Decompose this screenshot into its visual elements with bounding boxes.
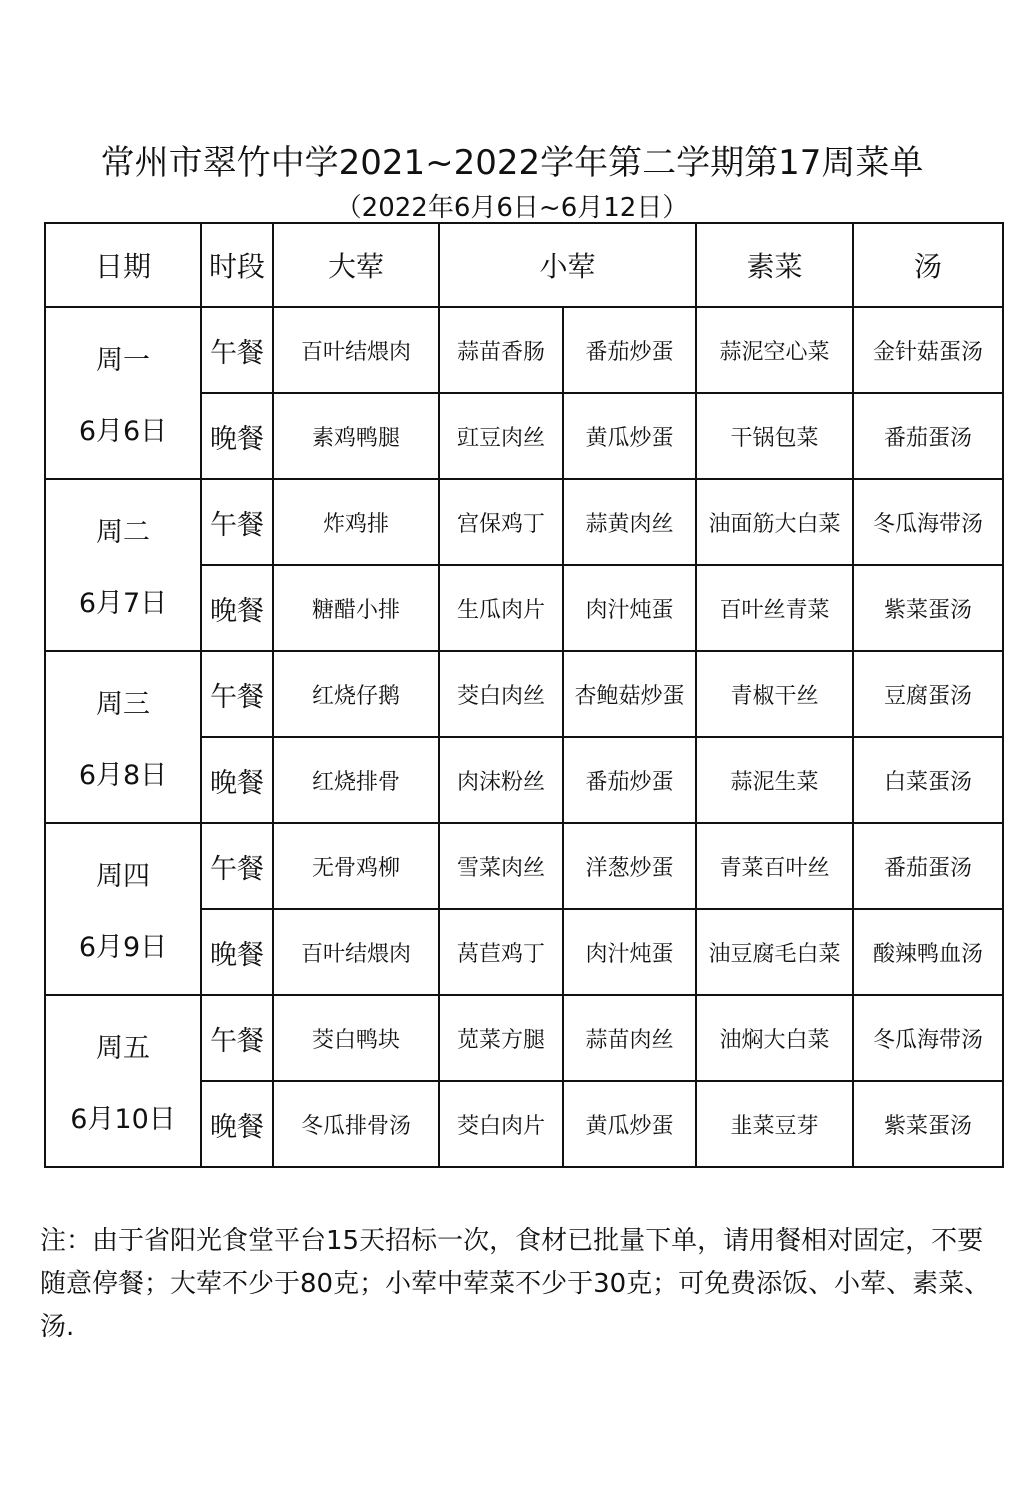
big-meat-dish: 冬瓜排骨汤	[273, 1081, 439, 1167]
small-meat-dish-2: 黄瓜炒蛋	[563, 1081, 696, 1167]
soup-dish: 金针菇蛋汤	[853, 307, 1003, 393]
small-meat-dish-1: 茭白肉丝	[439, 651, 563, 737]
soup-dish: 酸辣鸭血汤	[853, 909, 1003, 995]
vegetable-dish: 蒜泥空心菜	[696, 307, 853, 393]
meal-period: 午餐	[201, 479, 273, 565]
day-cell	[45, 479, 201, 651]
vegetable-dish: 百叶丝青菜	[696, 565, 853, 651]
big-meat-dish: 红烧排骨	[273, 737, 439, 823]
soup-dish: 番茄蛋汤	[853, 823, 1003, 909]
date: 6月10日	[70, 1104, 176, 1135]
weekday: 周三	[96, 689, 150, 720]
header-vegetable: 素菜	[696, 223, 853, 307]
meal-period: 晚餐	[201, 909, 273, 995]
small-meat-dish-1: 肉沫粉丝	[439, 737, 563, 823]
soup-dish: 番茄蛋汤	[853, 393, 1003, 479]
small-meat-dish-2: 蒜苗肉丝	[563, 995, 696, 1081]
date: 6月7日	[78, 588, 168, 619]
big-meat-dish: 百叶结煨肉	[273, 909, 439, 995]
small-meat-dish-2: 肉汁炖蛋	[563, 909, 696, 995]
table-row	[45, 995, 1003, 1081]
soup-dish: 冬瓜海带汤	[853, 995, 1003, 1081]
header-soup: 汤	[853, 223, 1003, 307]
big-meat-dish: 百叶结煨肉	[273, 307, 439, 393]
day-cell	[45, 823, 201, 995]
small-meat-dish-2: 杏鲍菇炒蛋	[563, 651, 696, 737]
weekday: 周二	[96, 517, 150, 548]
big-meat-dish: 无骨鸡柳	[273, 823, 439, 909]
header-period: 时段	[201, 223, 273, 307]
menu-table	[44, 222, 1004, 1168]
vegetable-dish: 油豆腐毛白菜	[696, 909, 853, 995]
meal-period: 午餐	[201, 651, 273, 737]
date: 6月8日	[78, 760, 168, 791]
small-meat-dish-1: 雪菜肉丝	[439, 823, 563, 909]
small-meat-dish-2: 蒜黄肉丝	[563, 479, 696, 565]
date-range: （2022年6月6日~6月12日）	[335, 193, 689, 223]
vegetable-dish: 干锅包菜	[696, 393, 853, 479]
small-meat-dish-2: 番茄炒蛋	[563, 307, 696, 393]
day-cell	[45, 651, 201, 823]
meal-period: 午餐	[201, 307, 273, 393]
header-small-meat: 小荤	[439, 223, 696, 307]
small-meat-dish-1: 茭白肉片	[439, 1081, 563, 1167]
weekday: 周一	[96, 345, 150, 376]
big-meat-dish: 红烧仔鹅	[273, 651, 439, 737]
table-row	[45, 479, 1003, 565]
soup-dish: 冬瓜海带汤	[853, 479, 1003, 565]
menu-title: 常州市翠竹中学2021~2022学年第二学期第17周菜单	[100, 143, 924, 183]
small-meat-dish-2: 番茄炒蛋	[563, 737, 696, 823]
small-meat-dish-2: 洋葱炒蛋	[563, 823, 696, 909]
meal-period: 晚餐	[201, 393, 273, 479]
small-meat-dish-1: 豇豆肉丝	[439, 393, 563, 479]
soup-dish: 紫菜蛋汤	[853, 565, 1003, 651]
date: 6月6日	[78, 416, 168, 447]
small-meat-dish-2: 黄瓜炒蛋	[563, 393, 696, 479]
date: 6月9日	[78, 932, 168, 963]
header-date: 日期	[45, 223, 201, 307]
vegetable-dish: 青菜百叶丝	[696, 823, 853, 909]
vegetable-dish: 韭菜豆芽	[696, 1081, 853, 1167]
small-meat-dish-2: 肉汁炖蛋	[563, 565, 696, 651]
big-meat-dish: 炸鸡排	[273, 479, 439, 565]
big-meat-dish: 糖醋小排	[273, 565, 439, 651]
day-cell	[45, 307, 201, 479]
big-meat-dish: 茭白鸭块	[273, 995, 439, 1081]
table-row	[45, 307, 1003, 393]
small-meat-dish-1: 苋菜方腿	[439, 995, 563, 1081]
vegetable-dish: 青椒干丝	[696, 651, 853, 737]
table-row	[45, 651, 1003, 737]
note: 注：由于省阳光食堂平台15天招标一次，食材已批量下单，请用餐相对固定，不要随意停餐；大荤不少于80克；小荤中荤菜不少于30克；可免费添饭、小荤、素菜、汤.	[40, 1226, 991, 1342]
small-meat-dish-1: 宫保鸡丁	[439, 479, 563, 565]
vegetable-dish: 蒜泥生菜	[696, 737, 853, 823]
header-row	[45, 223, 1003, 307]
soup-dish: 紫菜蛋汤	[853, 1081, 1003, 1167]
vegetable-dish: 油面筋大白菜	[696, 479, 853, 565]
weekday: 周四	[96, 861, 150, 892]
soup-dish: 豆腐蛋汤	[853, 651, 1003, 737]
meal-period: 晚餐	[201, 737, 273, 823]
table-row	[45, 823, 1003, 909]
header-big-meat: 大荤	[273, 223, 439, 307]
meal-period: 午餐	[201, 995, 273, 1081]
weekday: 周五	[96, 1033, 150, 1064]
soup-dish: 白菜蛋汤	[853, 737, 1003, 823]
small-meat-dish-1: 生瓜肉片	[439, 565, 563, 651]
day-cell	[45, 995, 201, 1167]
big-meat-dish: 素鸡鸭腿	[273, 393, 439, 479]
vegetable-dish: 油焖大白菜	[696, 995, 853, 1081]
meal-period: 晚餐	[201, 565, 273, 651]
meal-period: 晚餐	[201, 1081, 273, 1167]
small-meat-dish-1: 莴苣鸡丁	[439, 909, 563, 995]
meal-period: 午餐	[201, 823, 273, 909]
small-meat-dish-1: 蒜苗香肠	[439, 307, 563, 393]
